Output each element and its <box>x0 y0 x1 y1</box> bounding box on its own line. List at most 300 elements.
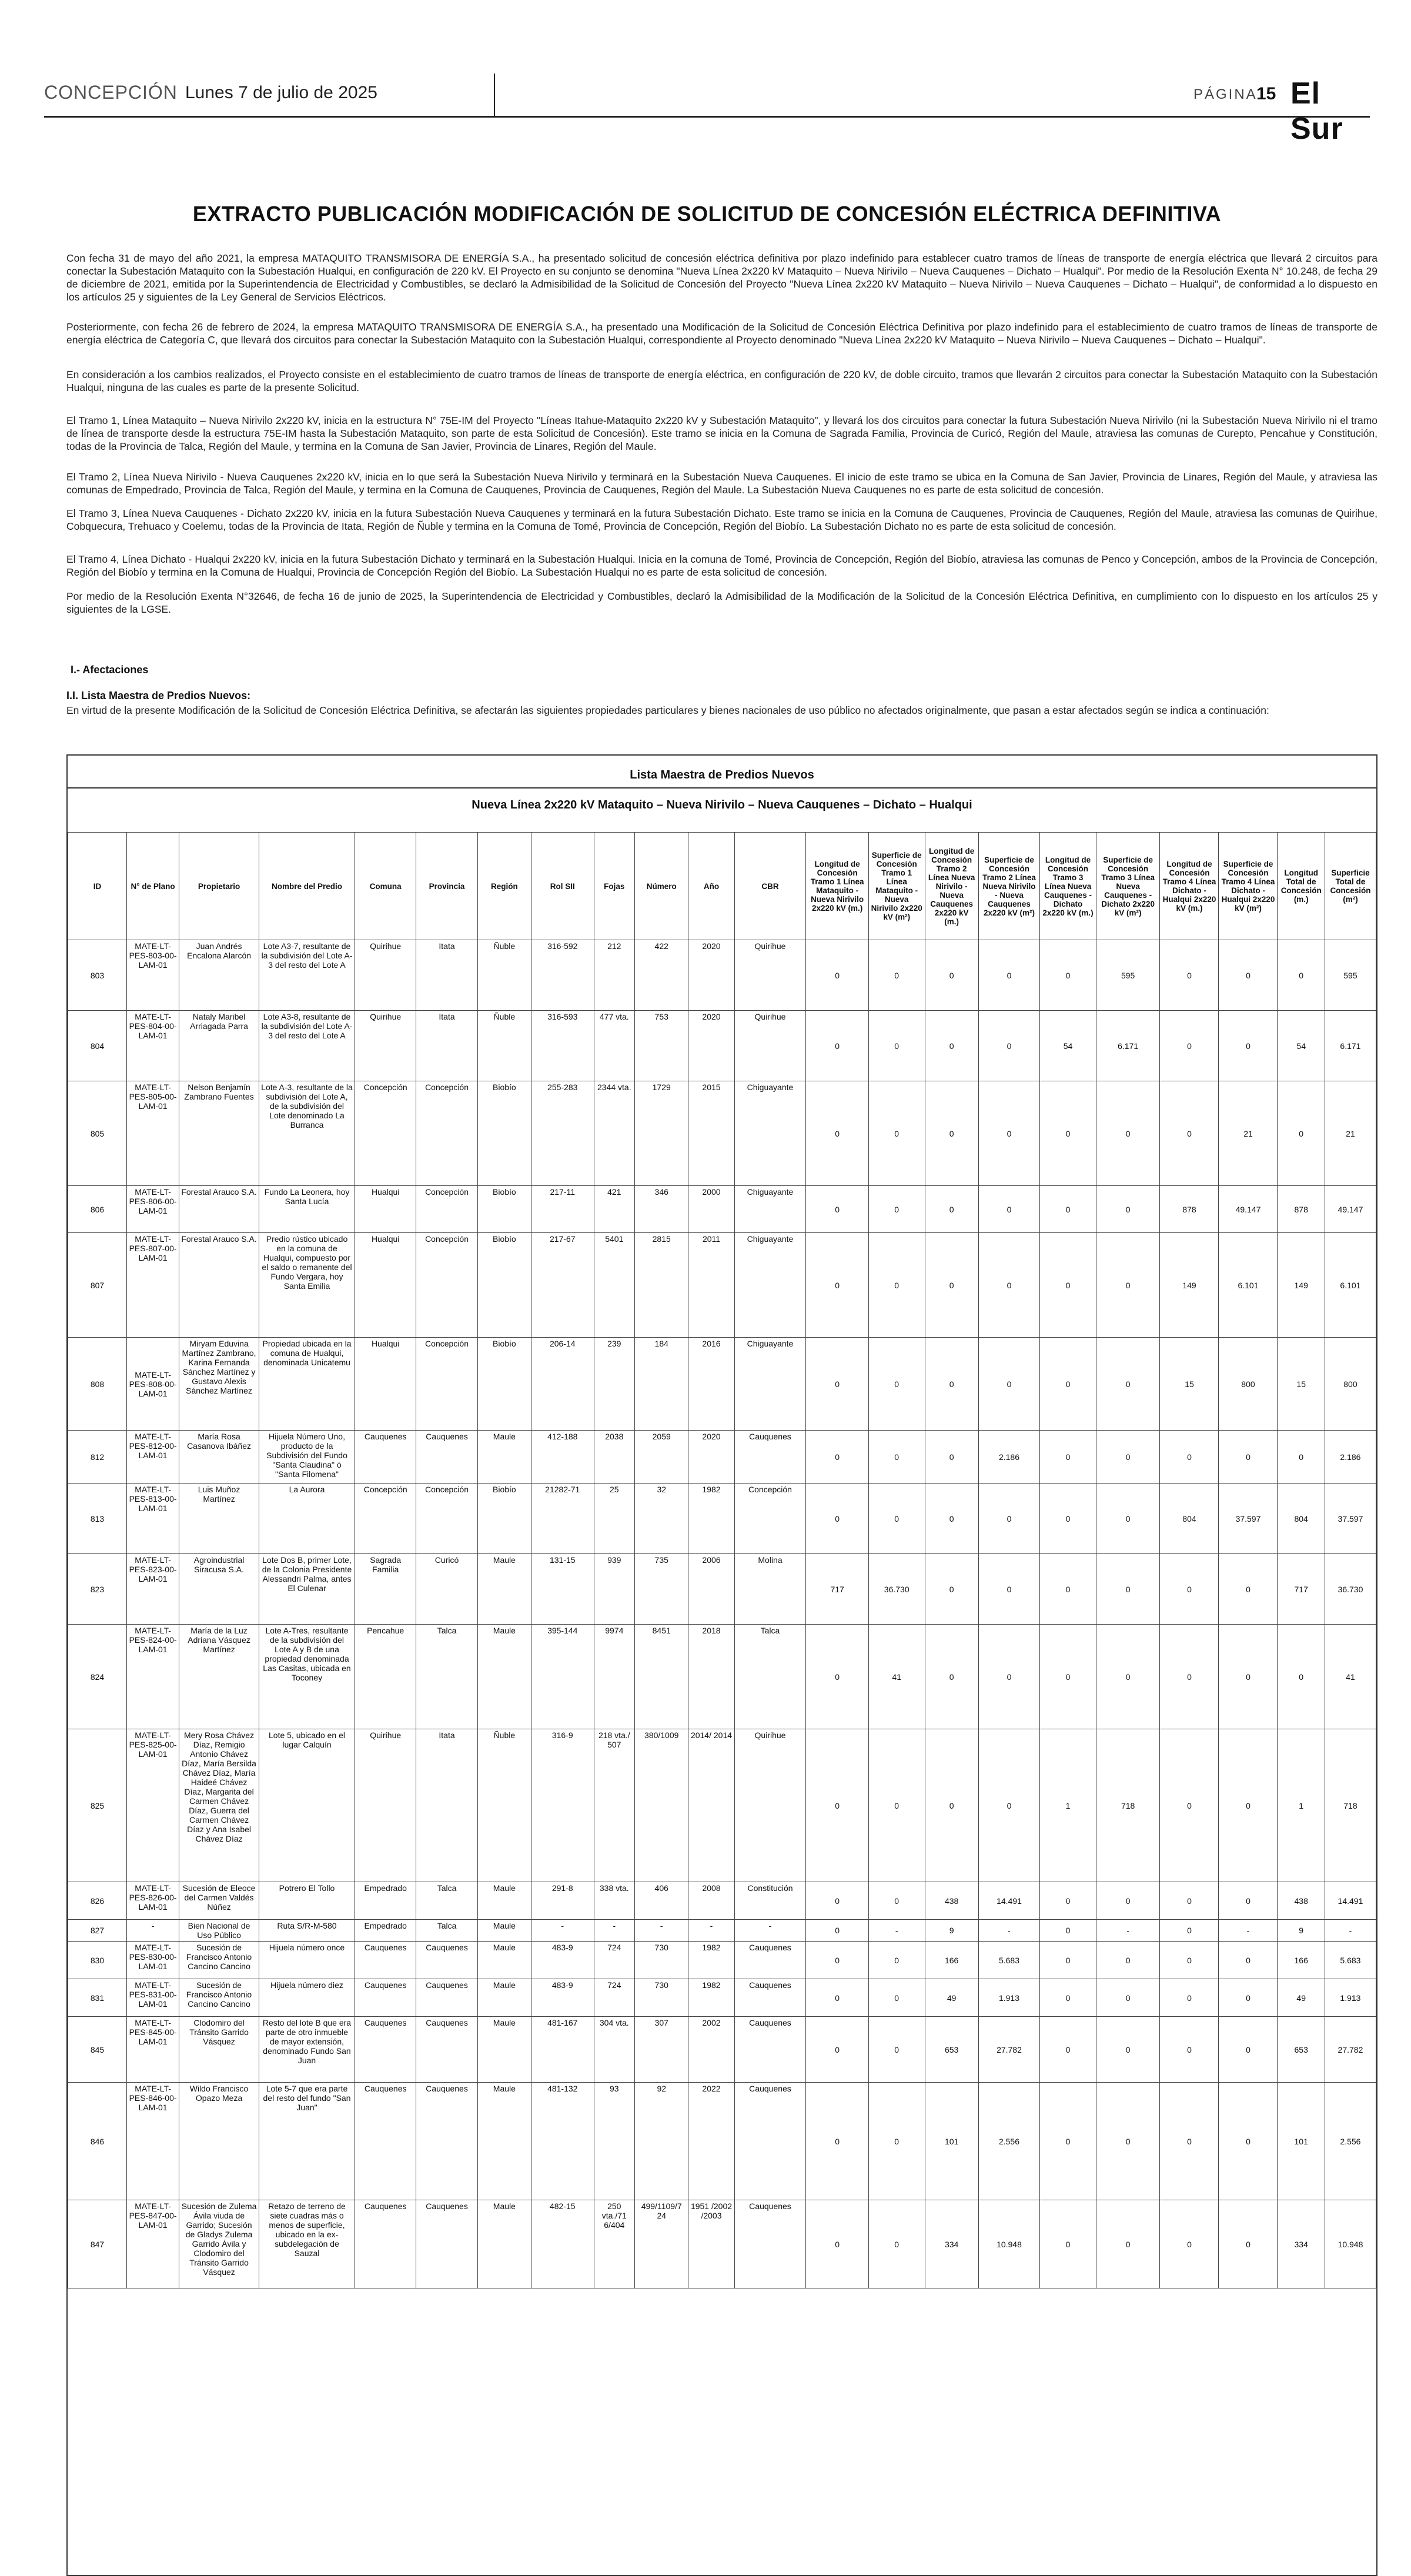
table-cell: 2016 <box>688 1338 734 1431</box>
table-row <box>68 2200 1376 2288</box>
column-header: Longitud de Concesión Tramo 4 Línea Dichato - Hualqui 2x220 kV (m.) <box>1160 833 1219 940</box>
table-cell: Agroindustrial Siracusa S.A. <box>179 1554 259 1625</box>
table-cell: 807 <box>68 1233 127 1338</box>
table-cell: 2014/ 2014 <box>688 1729 734 1882</box>
column-header: Superficie Total de Concesión (m²) <box>1325 833 1376 940</box>
table-cell: 438 <box>925 1882 978 1920</box>
table-cell: 0 <box>1219 1729 1278 1882</box>
table-cell: 54 <box>1278 1011 1325 1081</box>
table-cell: 0 <box>1160 940 1219 1011</box>
table-cell: 0 <box>868 1979 925 2017</box>
table-cell: Clodomiro del Tránsito Garrido Vásquez <box>179 2017 259 2083</box>
table-cell: Quirihue <box>355 940 416 1011</box>
table-cell: 0 <box>1096 2017 1160 2083</box>
table-cell: 406 <box>635 1882 688 1920</box>
table-cell: 6.101 <box>1325 1233 1376 1338</box>
table-cell: Talca <box>416 1920 477 1942</box>
table-cell: 0 <box>1040 1484 1096 1554</box>
table-cell: 0 <box>1160 1920 1219 1942</box>
table-cell: 27.782 <box>978 2017 1039 2083</box>
column-header: ID <box>68 833 127 940</box>
table-cell: 1951 /2002 /2003 <box>688 2200 734 2288</box>
table-cell: 36.730 <box>868 1554 925 1625</box>
subsection-text: En virtud de la presente Modificación de la Solicitud de Concesión Eléctrica Definitiva, se afectarán las siguientes propiedades particulares y bienes nacionales de uso público no afectados originalmente, que pasan a estar afectados según se indica a continuación: <box>66 704 1269 716</box>
table-cell: 250 vta./71 6/404 <box>594 2200 635 2288</box>
column-header: CBR <box>734 833 806 940</box>
table-cell: 14.491 <box>978 1882 1039 1920</box>
table-cell: Lote A-Tres, resultante de la subdivisión del Lote A y B de una propiedad denominada Las Casitas, ubicada en Toconey <box>259 1625 355 1729</box>
column-header: Año <box>688 833 734 940</box>
table-cell: 0 <box>1219 1625 1278 1729</box>
table-cell: 0 <box>1040 2017 1096 2083</box>
table-cell: 0 <box>1160 1942 1219 1979</box>
table-cell: 0 <box>1040 1554 1096 1625</box>
table-cell: 724 <box>594 1979 635 2017</box>
paragraph-8: Por medio de la Resolución Exenta N°32646, de fecha 16 de junio de 2025, la Superintendencia de Electricidad y Combustibles, declaró la Admisibilidad de la Modificación de la Solicitud de la Concesión Eléctrica Definitiva, en cumplimiento con lo dispuesto en los artículos 25 y siguientes de la LGSE. <box>66 590 1377 615</box>
table-cell: 0 <box>925 1081 978 1186</box>
table-cell: MATE-LT-PES-825-00-LAM-01 <box>127 1729 179 1882</box>
table-cell: 0 <box>1219 2083 1278 2200</box>
table-cell: 0 <box>868 2017 925 2083</box>
table-cell: 217-11 <box>531 1186 594 1233</box>
table-cell: 239 <box>594 1338 635 1431</box>
table-cell: 346 <box>635 1186 688 1233</box>
table-cell: 0 <box>978 1625 1039 1729</box>
table-cell: 8451 <box>635 1625 688 1729</box>
table-cell: 32 <box>635 1484 688 1554</box>
table-cell: 1982 <box>688 1484 734 1554</box>
column-header: Número <box>635 833 688 940</box>
table-cell: 0 <box>1096 1081 1160 1186</box>
table-cell: MATE-LT-PES-803-00-LAM-01 <box>127 940 179 1011</box>
table-row <box>68 2017 1376 2083</box>
table-cell: Cauquenes <box>734 1431 806 1484</box>
table-cell: Lote 5, ubicado en el lugar Calquín <box>259 1729 355 1882</box>
table-cell: 0 <box>978 1729 1039 1882</box>
table-cell: Sagrada Familia <box>355 1554 416 1625</box>
table-cell: 217-67 <box>531 1233 594 1338</box>
table-cell: 0 <box>925 1338 978 1431</box>
table-cell: 0 <box>806 1625 869 1729</box>
table-cell: 0 <box>1096 1942 1160 1979</box>
column-header: Superficie de Concesión Tramo 4 Línea Dichato - Hualqui 2x220 kV (m²) <box>1219 833 1278 940</box>
table-cell: Potrero El Tollo <box>259 1882 355 1920</box>
notice-title: EXTRACTO PUBLICACIÓN MODIFICACIÓN DE SOLICITUD DE CONCESIÓN ELÉCTRICA DEFINITIVA <box>192 202 1222 226</box>
table-cell: Molina <box>734 1554 806 1625</box>
table-cell: 800 <box>1219 1338 1278 1431</box>
table-cell: Cauquenes <box>416 2017 477 2083</box>
table-cell: Lote A3-8, resultante de la subdivisión del Lote A-3 del resto del Lote A <box>259 1011 355 1081</box>
table-cell: 482-15 <box>531 2200 594 2288</box>
table-cell: 0 <box>1096 1431 1160 1484</box>
table-cell: Quirihue <box>734 1729 806 1882</box>
table-cell: 307 <box>635 2017 688 2083</box>
table-cell: 0 <box>1219 1554 1278 1625</box>
table-cell: 149 <box>1160 1233 1219 1338</box>
table-cell: Cauquenes <box>734 2083 806 2200</box>
table-cell: María de la Luz Adriana Vásquez Martínez <box>179 1625 259 1729</box>
table-cell: 0 <box>1219 1942 1278 1979</box>
table-cell: 483-9 <box>531 1942 594 1979</box>
table-row <box>68 1979 1376 2017</box>
table-cell: 0 <box>925 1729 978 1882</box>
table-cell: 0 <box>1278 1625 1325 1729</box>
table-cell: Empedrado <box>355 1882 416 1920</box>
table-cell: MATE-LT-PES-812-00-LAM-01 <box>127 1431 179 1484</box>
table-cell: 2.556 <box>1325 2083 1376 2200</box>
table-cell: 0 <box>1040 1431 1096 1484</box>
table-cell: MATE-LT-PES-813-00-LAM-01 <box>127 1484 179 1554</box>
table-cell: 438 <box>1278 1882 1325 1920</box>
table-row <box>68 2083 1376 2200</box>
table-cell: 1982 <box>688 1979 734 2017</box>
table-cell: 218 vta./ 507 <box>594 1729 635 1882</box>
table-cell: Maule <box>477 1882 531 1920</box>
table-cell: 2.186 <box>978 1431 1039 1484</box>
subsection-heading: I.I. Lista Maestra de Predios Nuevos: <box>66 690 251 701</box>
table-cell: 41 <box>1325 1625 1376 1729</box>
column-header: Superficie de Concesión Tramo 2 Línea Nueva Nirivilo - Nueva Cauquenes 2x220 kV (m²) <box>978 833 1039 940</box>
table-cell: Biobío <box>477 1081 531 1186</box>
table-cell: 21 <box>1219 1081 1278 1186</box>
table-cell: MATE-LT-PES-846-00-LAM-01 <box>127 2083 179 2200</box>
table-cell: 2020 <box>688 940 734 1011</box>
table-cell: 37.597 <box>1325 1484 1376 1554</box>
paragraph-3: En consideración a los cambios realizados, el Proyecto consiste en el establecimiento de cuatro tramos de líneas de transporte de energía eléctrica, en configuración de 220 kV, de doble circuito, tramos que llevarán 2 circuitos para conectar la Subestación Mataquito con la Subestación Hualqui, ninguna de las cuales es parte de la presente Solicitud. <box>66 369 1377 393</box>
table-cell: 878 <box>1278 1186 1325 1233</box>
table-cell: Cauquenes <box>416 2083 477 2200</box>
table-cell: 166 <box>1278 1942 1325 1979</box>
section-heading: I.- Afectaciones <box>71 664 149 676</box>
table-cell: Maule <box>477 1554 531 1625</box>
table-cell: Nataly Maribel Arriagada Parra <box>179 1011 259 1081</box>
table-cell: 653 <box>925 2017 978 2083</box>
table-cell: 2008 <box>688 1882 734 1920</box>
page-header <box>44 76 1370 146</box>
table-cell: 395-144 <box>531 1625 594 1729</box>
table-cell: 0 <box>1096 1882 1160 1920</box>
table-cell: Cauquenes <box>416 1942 477 1979</box>
table-row <box>68 1729 1376 1882</box>
table-cell: Quirihue <box>355 1011 416 1081</box>
table-cell: 291-8 <box>531 1882 594 1920</box>
table-cell: Biobío <box>477 1186 531 1233</box>
table-cell: Fundo La Leonera, hoy Santa Lucía <box>259 1186 355 1233</box>
table-cell: Quirihue <box>734 1011 806 1081</box>
table-cell: Resto del lote B que era parte de otro inmueble de mayor extensión, denominado Fundo San Juan <box>259 2017 355 2083</box>
table-cell: 0 <box>868 1011 925 1081</box>
table-cell: 21282-71 <box>531 1484 594 1554</box>
table-cell: 15 <box>1278 1338 1325 1431</box>
page-number: 15 <box>1256 84 1276 103</box>
table-cell: Cauquenes <box>416 1979 477 2017</box>
table-row <box>68 1625 1376 1729</box>
table-cell: 6.171 <box>1325 1011 1376 1081</box>
table-cell: 5.683 <box>1325 1942 1376 1979</box>
table-cell: 0 <box>806 1484 869 1554</box>
table-cell: 422 <box>635 940 688 1011</box>
table-cell: 0 <box>925 1484 978 1554</box>
table-cell: 421 <box>594 1186 635 1233</box>
table-cell: MATE-LT-PES-805-00-LAM-01 <box>127 1081 179 1186</box>
table-cell: 5401 <box>594 1233 635 1338</box>
table-cell: 483-9 <box>531 1979 594 2017</box>
column-header: Región <box>477 833 531 940</box>
table-cell: 304 vta. <box>594 2017 635 2083</box>
table-cell: Concepción <box>416 1338 477 1431</box>
table-cell: 0 <box>1040 2200 1096 2288</box>
table-cell: 93 <box>594 2083 635 2200</box>
table-cell: 255-283 <box>531 1081 594 1186</box>
table-cell: - <box>688 1920 734 1942</box>
table-cell: 101 <box>925 2083 978 2200</box>
table-cell: 595 <box>1325 940 1376 1011</box>
table-row <box>68 1338 1376 1431</box>
table-cell: 15 <box>1160 1338 1219 1431</box>
table-cell: 21 <box>1325 1081 1376 1186</box>
table-cell: 0 <box>806 1920 869 1942</box>
table-cell: 804 <box>1160 1484 1219 1554</box>
table-cell: 9 <box>925 1920 978 1942</box>
table-cell: 0 <box>925 1233 978 1338</box>
table-cell: 0 <box>1040 1979 1096 2017</box>
table-cell: Sucesión de Eleoce del Carmen Valdés Núñez <box>179 1882 259 1920</box>
table-row <box>68 1186 1376 1233</box>
table-cell: 0 <box>1219 1431 1278 1484</box>
table-cell: MATE-LT-PES-823-00-LAM-01 <box>127 1554 179 1625</box>
table-cell: 0 <box>1160 1882 1219 1920</box>
table-cell: 1 <box>1278 1729 1325 1882</box>
table-cell: María Rosa Casanova Ibáñez <box>179 1431 259 1484</box>
table-cell: Forestal Arauco S.A. <box>179 1233 259 1338</box>
table-cell: Maule <box>477 1979 531 2017</box>
table-cell: Cauquenes <box>734 1979 806 2017</box>
table-cell: 724 <box>594 1942 635 1979</box>
table-cell: Cauquenes <box>355 1942 416 1979</box>
table-cell: 380/1009 <box>635 1729 688 1882</box>
table-cell: 0 <box>1040 1882 1096 1920</box>
table-cell: 0 <box>925 1011 978 1081</box>
table-cell: 0 <box>1160 2200 1219 2288</box>
table-cell: 0 <box>1160 1979 1219 2017</box>
table-cell: 718 <box>1325 1729 1376 1882</box>
table-cell: - <box>1219 1920 1278 1942</box>
column-header: Nombre del Predio <box>259 833 355 940</box>
table-cell: Lote 5-7 que era parte del resto del fundo "San Juan" <box>259 2083 355 2200</box>
paragraph-1: Con fecha 31 de mayo del año 2021, la empresa MATAQUITO TRANSMISORA DE ENERGÍA S.A., ha presentado solicitud de concesión eléctrica definitiva por plazo indefinido para establecer cuatro tramos de líneas de transporte de energía eléctrica que llevará 2 circuitos para conectar la Subestación Mataquito con la Subestación Hualqui, en configuración de 220 kV. El Proyecto en su conjunto se denomina "Nueva Línea 2x220 kV Mataquito – Nueva Nirivilo – Nueva Cauquenes – Dichato – Hualqui". Por medio de la Resolución Exenta N° 10.248, de fecha 29 de diciembre de 2021, emitida por la Superintendencia de Electricidad y Combustibles, se declaró la Admisibilidad de la Solicitud de Concesión del Proyecto "Nueva Línea 2x220 kV Mataquito – Nueva Nirivilo – Nueva Cauquenes – Dichato – Hualqui", de conformidad a lo dispuesto en los artículos 25 y siguientes de la Ley General de Servicios Eléctricos. <box>66 252 1377 303</box>
table-cell: 845 <box>68 2017 127 2083</box>
table-cell: Cauquenes <box>355 2017 416 2083</box>
table-cell: Curicó <box>416 1554 477 1625</box>
table-row <box>68 1081 1376 1186</box>
table-cell: 0 <box>806 2017 869 2083</box>
table-cell: Hijuela número diez <box>259 1979 355 2017</box>
table-cell: 0 <box>1219 2200 1278 2288</box>
table-cell: 6.171 <box>1096 1011 1160 1081</box>
table-cell: 0 <box>806 1431 869 1484</box>
table-cell: 37.597 <box>1219 1484 1278 1554</box>
table-cell: 0 <box>1278 1431 1325 1484</box>
table-cell: - <box>594 1920 635 1942</box>
table-cell: Retazo de terreno de siete cuadras más o menos de superficie, ubicado en la ex-subdelegación de Sauzal <box>259 2200 355 2288</box>
table-cell: 0 <box>1160 2083 1219 2200</box>
table-cell: Propiedad ubicada en la comuna de Hualqui, denominada Unicatemu <box>259 1338 355 1431</box>
table-cell: 0 <box>978 1554 1039 1625</box>
table-cell: 826 <box>68 1882 127 1920</box>
table-cell: MATE-LT-PES-806-00-LAM-01 <box>127 1186 179 1233</box>
table-cell: 334 <box>925 2200 978 2288</box>
table-cell: Pencahue <box>355 1625 416 1729</box>
table-cell: 823 <box>68 1554 127 1625</box>
table-cell: 49.147 <box>1219 1186 1278 1233</box>
table-cell: 1 <box>1040 1729 1096 1882</box>
table-cell: 0 <box>1040 1625 1096 1729</box>
table-cell: 149 <box>1278 1233 1325 1338</box>
table-cell: 2020 <box>688 1011 734 1081</box>
table-cell: 0 <box>1096 2200 1160 2288</box>
table-cell: Cauquenes <box>734 2017 806 2083</box>
table-cell: MATE-LT-PES-847-00-LAM-01 <box>127 2200 179 2288</box>
table-cell: 0 <box>806 1081 869 1186</box>
table-cell: 0 <box>868 1233 925 1338</box>
table-cell: Maule <box>477 2083 531 2200</box>
table-cell: Juan Andrés Encalona Alarcón <box>179 940 259 1011</box>
table-cell: 846 <box>68 2083 127 2200</box>
table-cell: 0 <box>806 1979 869 2017</box>
table-cell: Biobío <box>477 1233 531 1338</box>
table-cell: 2815 <box>635 1233 688 1338</box>
table-cell: Cauquenes <box>416 2200 477 2288</box>
table-cell: Miryam Eduvina Martínez Zambrano, Karina Fernanda Sánchez Martínez y Gustavo Alexis Sánchez Martínez <box>179 1338 259 1431</box>
table-cell: 735 <box>635 1554 688 1625</box>
table-cell: Itata <box>416 940 477 1011</box>
paragraph-7: El Tramo 4, Línea Dichato - Hualqui 2x220 kV, inicia en la futura Subestación Dichato y terminará en la Subestación Hualqui. Inicia en la comuna de Tomé, Provincia de Concepción, Región del Biobío, atraviesa las comunas de Penco y Concepción, ambos de la Provincia de Concepción, Región del Biobío y termina en la Comuna de Hualqui, Provincia de Concepción Región del Biobío. La Subestación Hualqui no es parte de esta solicitud de concesión. <box>66 553 1377 578</box>
table-cell: Sucesión de Zulema Ávila viuda de Garrido; Sucesión de Gladys Zulema Garrido Ávila y Clodomiro del Tránsito Garrido Vásquez <box>179 2200 259 2288</box>
table-cell: 595 <box>1096 940 1160 1011</box>
table-cell: 0 <box>806 2083 869 2200</box>
column-header: Superficie de Concesión Tramo 1 Línea Mataquito - Nueva Nirivilo 2x220 kV (m²) <box>868 833 925 940</box>
table-cell: 0 <box>1096 1338 1160 1431</box>
column-header: Propietario <box>179 833 259 940</box>
table-cell: 0 <box>806 1338 869 1431</box>
table-cell: 0 <box>1040 1233 1096 1338</box>
table-cell: Biobío <box>477 1338 531 1431</box>
table-cell: 804 <box>1278 1484 1325 1554</box>
table-cell: 653 <box>1278 2017 1325 2083</box>
table-cell: 0 <box>1160 1011 1219 1081</box>
column-header: Longitud de Concesión Tramo 3 Línea Nueva Cauquenes - Dichato 2x220 kV (m.) <box>1040 833 1096 940</box>
table-subtitle: Nueva Línea 2x220 kV Mataquito – Nueva Nirivilo – Nueva Cauquenes – Dichato – Hualqui <box>472 798 972 811</box>
table-cell: 831 <box>68 1979 127 2017</box>
table-cell: 2018 <box>688 1625 734 1729</box>
page-label: PÁGINA <box>1193 86 1258 102</box>
table-cell: 1.913 <box>1325 1979 1376 2017</box>
table-cell: 0 <box>1040 1338 1096 1431</box>
table-cell: 0 <box>1160 1729 1219 1882</box>
table-cell: - <box>1325 1920 1376 1942</box>
table-cell: Talca <box>416 1882 477 1920</box>
table-cell: 0 <box>1096 1625 1160 1729</box>
table-row <box>68 1011 1376 1081</box>
table-cell: 212 <box>594 940 635 1011</box>
table-cell: 0 <box>1096 2083 1160 2200</box>
table-cell: 412-188 <box>531 1431 594 1484</box>
table-cell: 49.147 <box>1325 1186 1376 1233</box>
table-cell: 0 <box>868 1484 925 1554</box>
table-cell: - <box>1096 1920 1160 1942</box>
table-cell: 10.948 <box>1325 2200 1376 2288</box>
table-cell: 10.948 <box>978 2200 1039 2288</box>
table-cell: 805 <box>68 1081 127 1186</box>
table-cell: 847 <box>68 2200 127 2288</box>
table-cell: Maule <box>477 1942 531 1979</box>
table-cell: 0 <box>806 1233 869 1338</box>
table-cell: Maule <box>477 1920 531 1942</box>
table-cell: Cauquenes <box>416 1431 477 1484</box>
newspaper-logo: El Sur <box>1290 76 1343 146</box>
column-header: Comuna <box>355 833 416 940</box>
column-header: Rol SII <box>531 833 594 940</box>
table-cell: Quirihue <box>355 1729 416 1882</box>
table-cell: 753 <box>635 1011 688 1081</box>
table-cell: 812 <box>68 1431 127 1484</box>
table-cell: La Aurora <box>259 1484 355 1554</box>
table-cell: 481-167 <box>531 2017 594 2083</box>
table-cell: 0 <box>806 1186 869 1233</box>
paragraph-6: El Tramo 3, Línea Nueva Cauquenes - Dichato 2x220 kV, inicia en la futura Subestación Nueva Cauquenes y terminará en la futura Subestación Dichato. Este tramo se inicia en la Comuna de Cauquenes, Provincia de Cauquenes, Región del Maule, atraviesa las comunas de Quirihue, Cobquecura, Trehuaco y Coelemu, todas de la Provincia de Itata, Región de Ñuble y termina en la Comuna de Tomé, Provincia de Concepción, Región del Biobío. La Subestación Dichato no es parte de esta solicitud de concesión. <box>66 507 1377 532</box>
table-row <box>68 1431 1376 1484</box>
table-cell: Ñuble <box>477 1011 531 1081</box>
table-cell: 477 vta. <box>594 1011 635 1081</box>
table-cell: Cauquenes <box>355 2083 416 2200</box>
table-cell: 0 <box>925 940 978 1011</box>
table-cell: Ruta S/R-M-580 <box>259 1920 355 1942</box>
table-cell: 827 <box>68 1920 127 1942</box>
table-cell: 0 <box>806 2200 869 2288</box>
table-cell: Cauquenes <box>355 1979 416 2017</box>
table-cell: - <box>531 1920 594 1942</box>
table-cell: Lote Dos B, primer Lote, de la Colonia Presidente Alessandri Palma, antes El Culenar <box>259 1554 355 1625</box>
table-cell: 0 <box>978 1186 1039 1233</box>
table-cell: 2.556 <box>978 2083 1039 2200</box>
table-cell: Wildo Francisco Opazo Meza <box>179 2083 259 2200</box>
table-cell: 2006 <box>688 1554 734 1625</box>
table-cell: Hualqui <box>355 1186 416 1233</box>
table-cell: 939 <box>594 1554 635 1625</box>
table-title-rule <box>68 787 1376 788</box>
paragraph-2: Posteriormente, con fecha 26 de febrero de 2024, la empresa MATAQUITO TRANSMISORA DE ENERGÍA S.A., ha presentado una Modificación de la Solicitud de Concesión Eléctrica Definitiva por plazo indefinido para el establecimiento de cuatro tramos de líneas de transporte de energía eléctrica de Categoría C, que llevará dos circuitos para conectar la Subestación Mataquito con la Subestación Hualqui, correspondiente al Proyecto denominado "Nueva Línea 2x220 kV Mataquito – Nueva Nirivilo – Nueva Cauquenes – Dichato – Hualqui". <box>66 321 1377 346</box>
table-cell: 2015 <box>688 1081 734 1186</box>
table-cell: Talca <box>734 1625 806 1729</box>
table-cell: 0 <box>1040 1942 1096 1979</box>
table-cell: MATE-LT-PES-845-00-LAM-01 <box>127 2017 179 2083</box>
table-row <box>68 1942 1376 1979</box>
table-cell: 0 <box>1096 1186 1160 1233</box>
table-cell: Ñuble <box>477 940 531 1011</box>
table-cell: 0 <box>806 1882 869 1920</box>
table-cell: Concepción <box>416 1081 477 1186</box>
table-cell: 0 <box>1040 940 1096 1011</box>
column-header: Provincia <box>416 833 477 940</box>
table-cell: 825 <box>68 1729 127 1882</box>
table-cell: Cauquenes <box>355 1431 416 1484</box>
table-cell: Maule <box>477 2017 531 2083</box>
table-cell: 0 <box>978 1011 1039 1081</box>
table-cell: 804 <box>68 1011 127 1081</box>
table-cell: 0 <box>925 1186 978 1233</box>
table-cell: 481-132 <box>531 2083 594 2200</box>
table-cell: 0 <box>1219 1882 1278 1920</box>
